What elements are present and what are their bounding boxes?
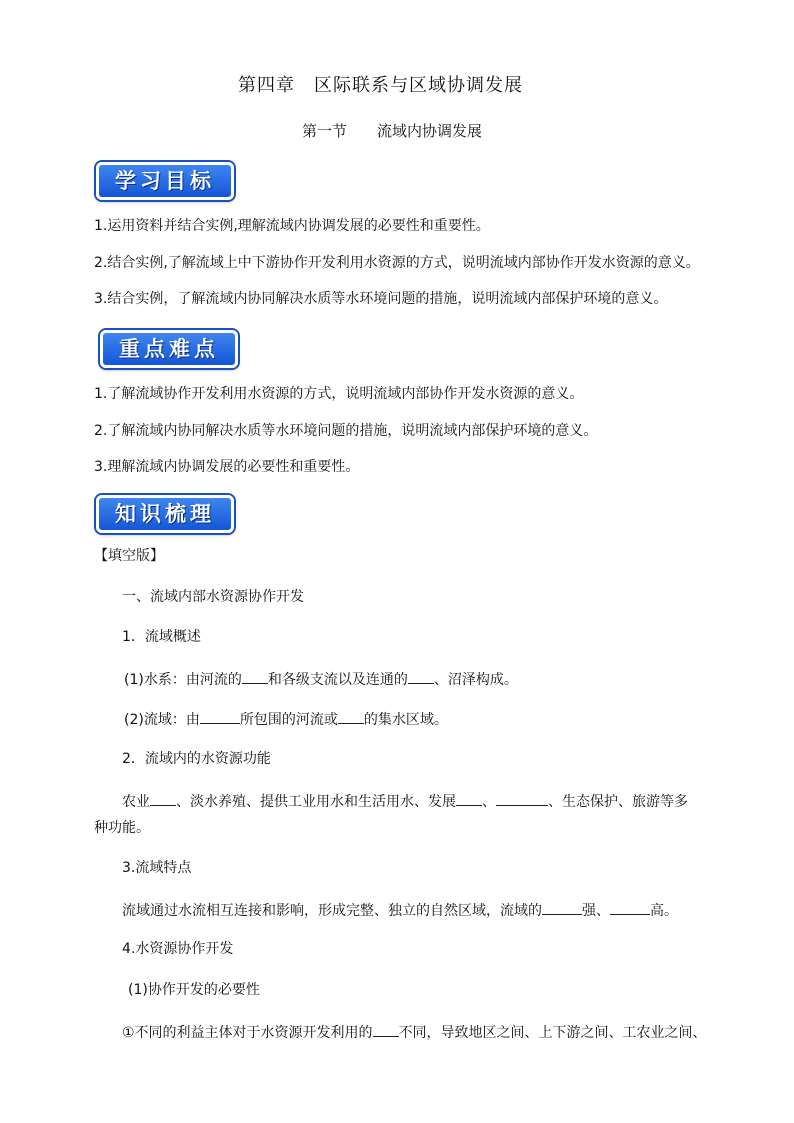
text-fragment: (1)水系：由河流的 [124, 672, 242, 688]
text-fragment: 、 [482, 794, 496, 810]
version-label: 【填空版】 [94, 548, 164, 564]
features-line [122, 899, 678, 921]
fill-blank[interactable] [408, 668, 434, 684]
goal-item: 2.结合实例,了解流域上中下游协作开发利用水资源的方式，说明流域内部协作开发水资源的意义。 [94, 255, 700, 271]
text-fragment: 流域通过水流相互连接和影响，形成完整、独立的自然区域，流域的 [122, 903, 542, 919]
badge-knowledge: 知识梳理 [96, 495, 234, 533]
text-fragment: 强、 [582, 903, 610, 919]
text-fragment: 高。 [650, 903, 678, 919]
goal-item: 3.结合实例，了解流域内协同解决水质等水环境问题的措施，说明流域内部保护环境的意义。 [94, 291, 668, 307]
badge-key-points: 重点难点 [100, 330, 238, 368]
sub-subsection-heading: (1)协作开发的必要性 [128, 982, 260, 998]
fill-blank[interactable] [456, 790, 482, 806]
fill-blank[interactable] [373, 1021, 399, 1037]
fill-blank[interactable] [200, 708, 240, 724]
text-fragment: 、生态保护、旅游等多 [548, 794, 688, 810]
badge-learning-goals: 学习目标 [96, 162, 234, 200]
goal-item: 1.运用资料并结合实例,理解流域内协调发展的必要性和重要性。 [94, 218, 490, 234]
fill-blank[interactable] [242, 668, 268, 684]
key-point-item: 3.理解流域内协调发展的必要性和重要性。 [94, 459, 360, 475]
text-fragment: 不同，导致地区之间、上下游之间、工农业之间、 [398, 1025, 707, 1041]
fill-blank[interactable] [496, 790, 548, 806]
fill-blank[interactable] [542, 899, 582, 915]
subsection-heading: 3.流域特点 [122, 860, 192, 876]
functions-line-cont: 种功能。 [94, 820, 150, 836]
key-point-item: 1.了解流域协作开发利用水资源的方式，说明流域内部协作开发水资源的意义。 [94, 386, 584, 402]
fill-blank[interactable] [610, 899, 650, 915]
text-fragment: (2)流域：由 [124, 712, 200, 728]
subsection-heading: 2．流域内的水资源功能 [122, 751, 271, 767]
text-fragment: 和各级支流以及连通的 [267, 672, 408, 688]
text-fragment: 农业 [122, 794, 150, 810]
subsection-heading: 1．流域概述 [122, 629, 201, 645]
section-title: 第一节 流域内协调发展 [302, 122, 483, 140]
key-point-item: 2.了解流域内协同解决水质等水环境问题的措施，说明流域内部保护环境的意义。 [94, 423, 598, 439]
item-1-line [122, 1021, 707, 1043]
text-fragment: 、淡水养殖、提供工业用水和生活用水、发展 [176, 794, 456, 810]
text-fragment: ①不同的利益主体对于水资源开发利用的 [122, 1025, 373, 1041]
text-fragment: 的集水区域。 [363, 712, 448, 728]
basin-line [124, 708, 448, 730]
water-system-line [124, 668, 518, 690]
functions-line [122, 790, 688, 812]
text-fragment: 、沼泽构成。 [433, 672, 518, 688]
chapter-title: 第四章 区际联系与区域协调发展 [238, 75, 523, 96]
fill-blank[interactable] [150, 790, 176, 806]
text-fragment: 所包围的河流或 [239, 712, 338, 728]
section-heading: 一、流域内部水资源协作开发 [122, 589, 304, 605]
fill-blank[interactable] [338, 708, 364, 724]
subsection-heading: 4.水资源协作开发 [122, 941, 234, 957]
